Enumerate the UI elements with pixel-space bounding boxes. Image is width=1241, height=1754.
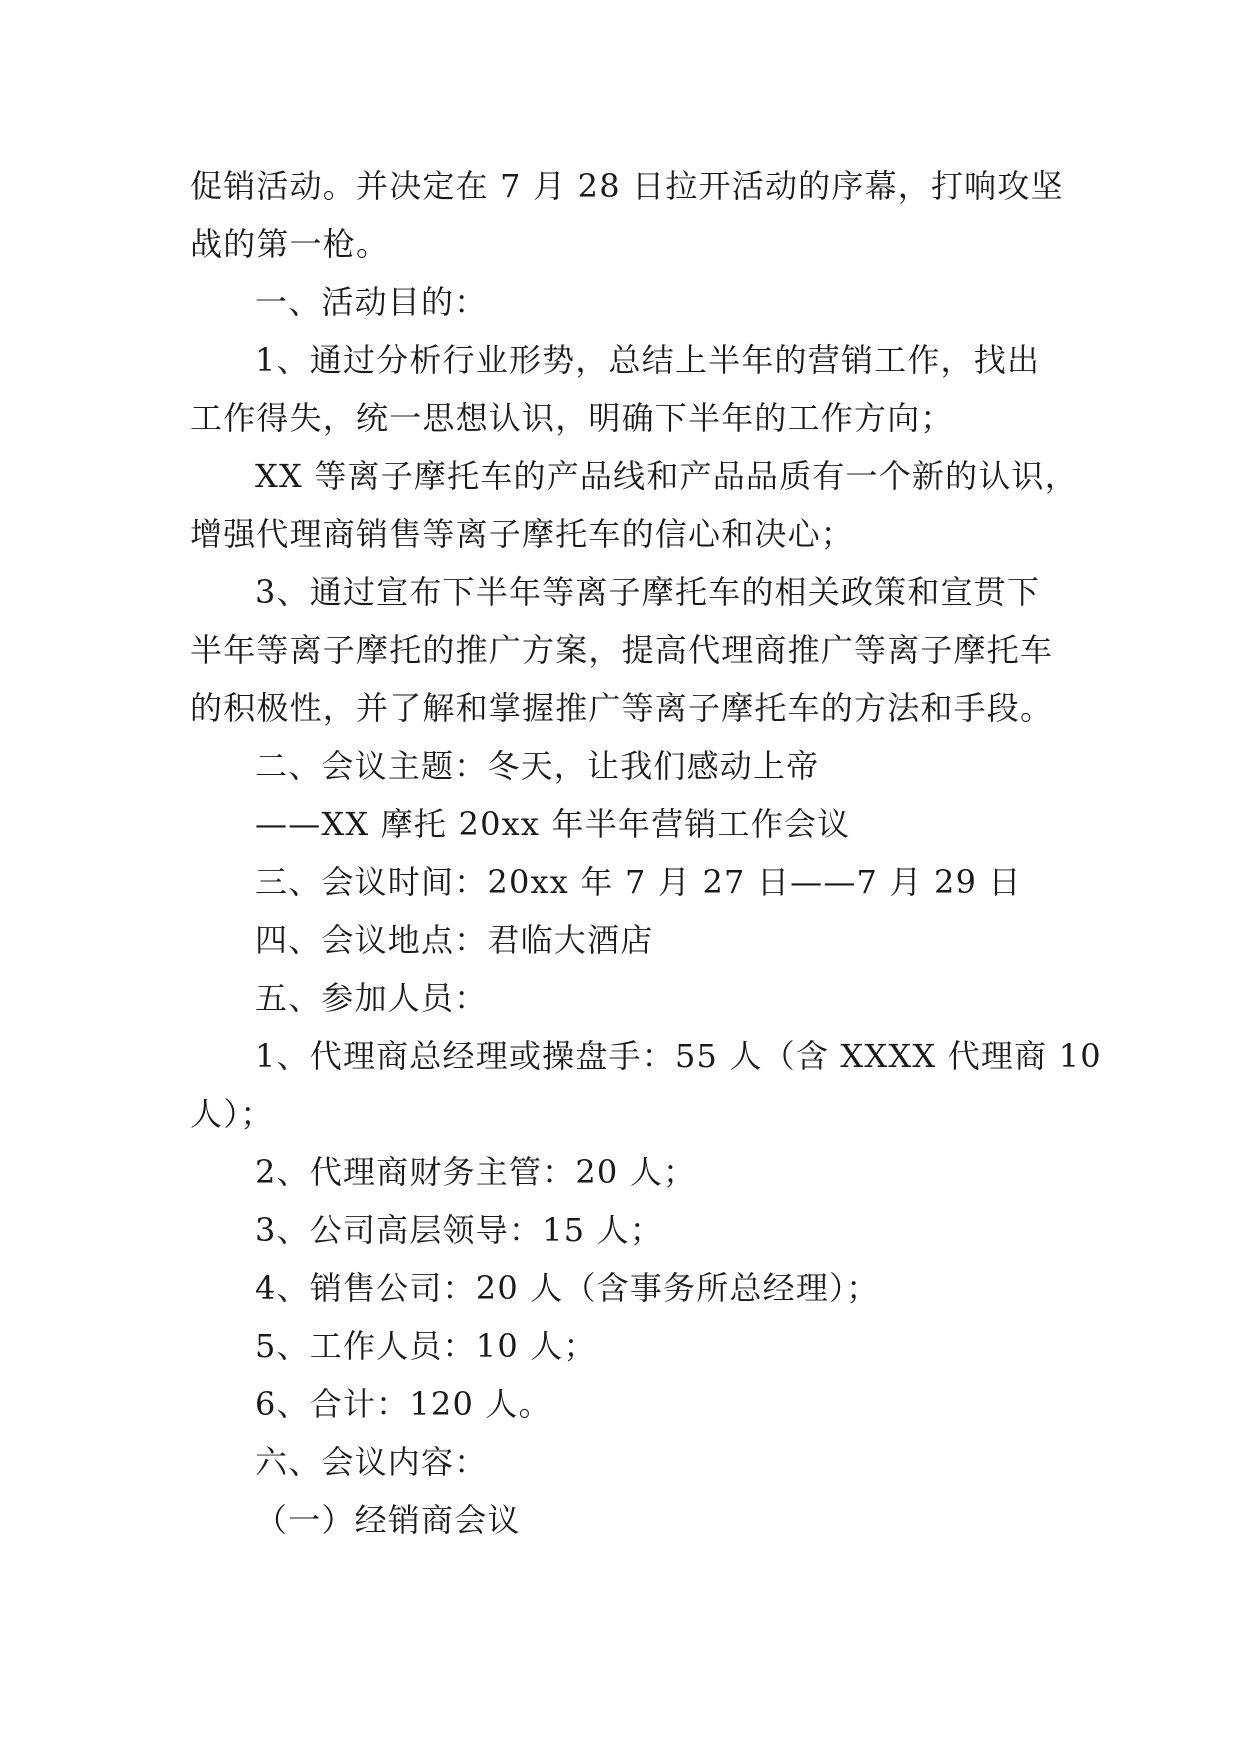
list-item: 5、工作人员：10 人； bbox=[255, 1327, 597, 1365]
list-item: 2、代理商财务主管：20 人； bbox=[255, 1153, 697, 1191]
section-heading-time: 三、会议时间：20xx 年 7 月 27 日——7 月 29 日 bbox=[255, 863, 1022, 901]
paragraph-line: 工作得失，统一思想认识，明确下半年的工作方向； bbox=[190, 399, 954, 437]
list-item: 3、通过宣布下半年等离子摩托车的相关政策和宣贯下 bbox=[255, 573, 1041, 611]
section-heading-location: 四、会议地点：君临大酒店 bbox=[255, 921, 654, 959]
list-item: XX 等离子摩托车的产品线和产品品质有一个新的认识， bbox=[255, 457, 1078, 495]
paragraph-line: 人）； bbox=[190, 1095, 274, 1133]
subsection-heading: （一）经销商会议 bbox=[255, 1501, 521, 1539]
section-heading-content: 六、会议内容： bbox=[255, 1443, 488, 1481]
paragraph-line: 的积极性，并了解和掌握推广等离子摩托车的方法和手段。 bbox=[190, 689, 1054, 727]
list-item: 1、通过分析行业形势，总结上半年的营销工作，找出 bbox=[255, 341, 1041, 379]
paragraph-line: 促销活动。并决定在 7 月 28 日拉开活动的序幕，打响攻坚 bbox=[190, 167, 1064, 205]
section-heading-purpose: 一、活动目的： bbox=[255, 283, 488, 321]
section-heading-participants: 五、参加人员： bbox=[255, 979, 488, 1017]
list-item: 6、合计：120 人。 bbox=[255, 1385, 552, 1423]
section-heading-theme: 二、会议主题：冬天，让我们感动上帝 bbox=[255, 747, 820, 785]
paragraph-line: 增强代理商销售等离子摩托车的信心和决心； bbox=[190, 515, 855, 553]
list-item: 3、公司高层领导：15 人； bbox=[255, 1211, 664, 1249]
list-item: 4、销售公司：20 人（含事务所总经理）； bbox=[255, 1269, 880, 1307]
paragraph-line: 战的第一枪。 bbox=[190, 225, 390, 263]
list-item: 1、代理商总经理或操盘手：55 人（含 XXXX 代理商 10 bbox=[255, 1037, 1102, 1075]
paragraph-line: ——XX 摩托 20xx 年半年营销工作会议 bbox=[255, 805, 851, 843]
paragraph-line: 半年等离子摩托的推广方案，提高代理商推广等离子摩托车 bbox=[190, 631, 1054, 669]
